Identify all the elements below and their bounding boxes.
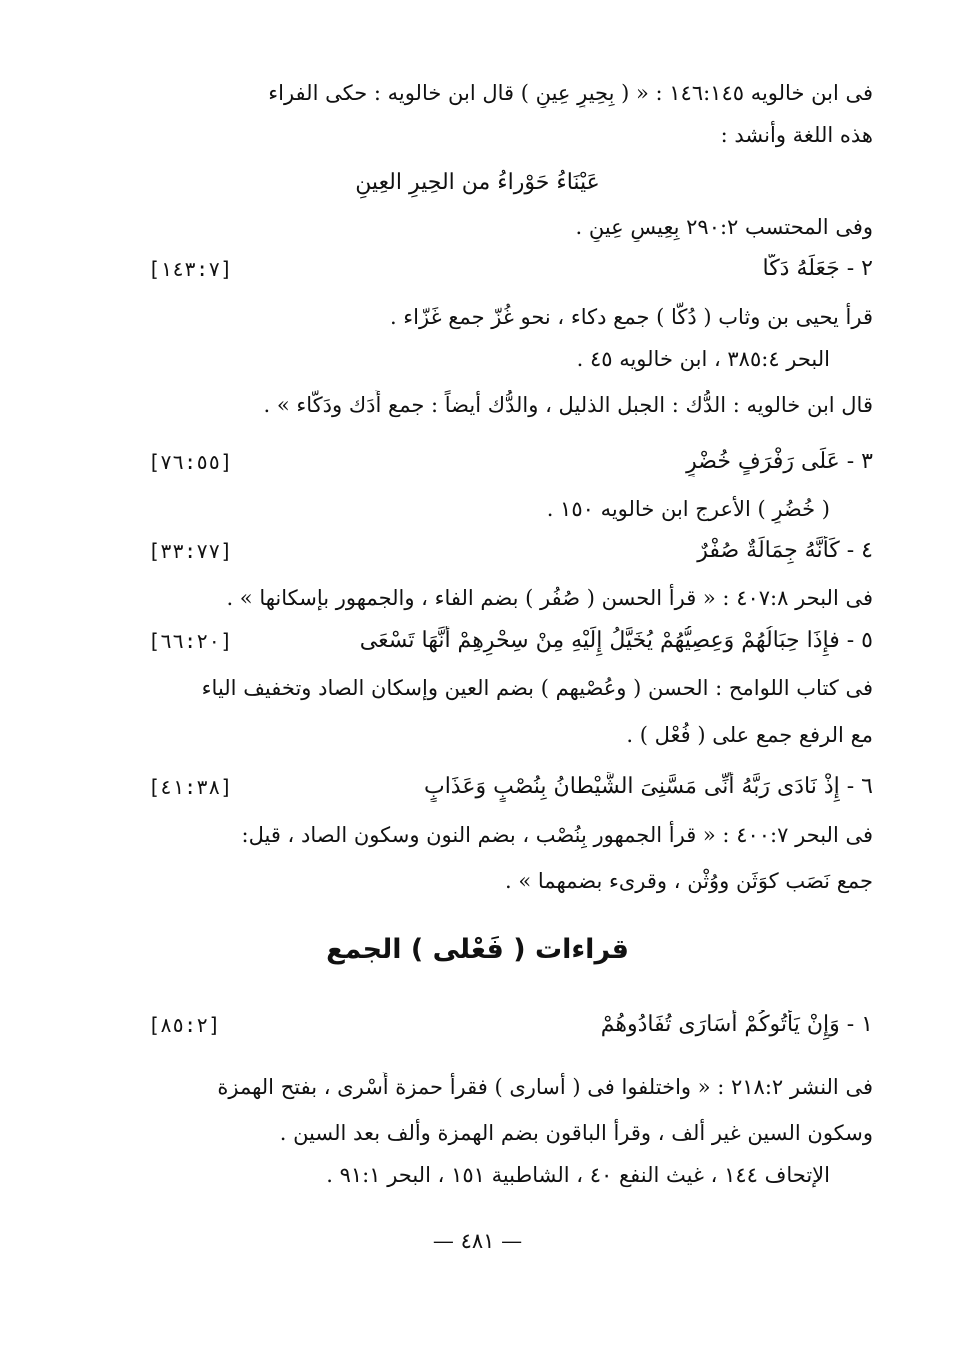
verse-reference: [٣٣:٧٧]	[148, 539, 233, 563]
verse-reference: [١٤٣:٧]	[148, 257, 233, 281]
text-line: فى البحر ٤٠٧:٨ : « قرأ الحسن ( صُفُر ) بضم الفاء ، والجمهور بإسكانها » .	[226, 586, 873, 610]
text-line: قرأ يحيى بن وثاب ( دُكًّا ) جمع دكاء ، نحو غُزّ جمع غَزّاء .	[389, 305, 873, 329]
text-line: وفى المحتسب ٢٩٠:٢ بِعِيسٍ عِينٍ .	[575, 215, 873, 239]
quran-verse: ٣ - عَلَى رَفْرَفٍ خُضْرٍ	[686, 449, 873, 474]
text-line: مع الرفع جمع على ( فُعْل ) .	[626, 723, 873, 747]
text-line: فى كتاب اللوامح : الحسن ( وعُصْيهم ) بضم العين وإسكان الصاد وتخفيف الياء	[201, 676, 873, 700]
text-line: فى ابن خالويه ١٤٦:١٤٥ : « ( بِحِيرٍ عِينٍ ) قال ابن خالويه : حكى الفراء	[268, 81, 873, 105]
quran-verse: ١ - وَإِنْ يَأْتُوكُمْ أُسَارَى تُفَادُوهُمْ	[600, 1012, 873, 1037]
poem-verse: عَيْنَاءُ حَوْراءُ من الحِيرِ العِينِ	[355, 170, 600, 195]
quran-verse: ٥ - فإِذَا حِبَالُهُمْ وَعِصِيُّهُمْ يُخَيَّلُ إِلَيْهِ مِنْ سِحْرِهِمْ أَنَّهَا تَسْعَى	[359, 628, 873, 653]
verse-reference: [٨٥:٢]	[148, 1013, 221, 1037]
quran-verse: ٢ - جَعَلَهُ دَكًّا	[762, 256, 873, 281]
quran-verse: ٦ - إِذْ نَادَى رَبَّهُ أَنِّى مَسَّنِىَ الشَّيْطانُ بِنُصْبٍ وَعَذَابٍ	[423, 774, 873, 799]
text-line: فى البحر ٤٠٠:٧ : « قرأ الجمهور بِنُصْب ، بضم النون وسكون الصاد ، قيل:	[241, 823, 873, 847]
text-line: ( خُضُرٍ ) الأعرج ابن خالويه ١٥٠ .	[546, 497, 830, 521]
text-line: جمع نَصَب كوَثَن ووُثْن ، وقرىء بضمهما » .	[505, 869, 873, 893]
text-line: وسكون السين غير ألف ، وقرأ الباقون بضم الهمزة وألف بعد السين .	[279, 1121, 873, 1145]
verse-reference: [٤١:٣٨]	[148, 775, 233, 799]
text-line: فى النشر ٢١٨:٢ : « واختلفوا فى ( أسارى ) فقرأ حمزة أَسْرى ، بفتح الهمزة	[217, 1075, 873, 1099]
text-line: البحر ٣٨٥:٤ ، ابن خالويه ٤٥ .	[576, 347, 830, 371]
verse-reference: [٧٦:٥٥]	[148, 450, 233, 474]
text-line: قال ابن خالويه : الدُّك : الجبل الذليل ، والدُّك أيضاً : جمع أَدَك ودَكّاء » .	[263, 393, 873, 417]
text-line: هذه اللغة وأنشد :	[720, 123, 873, 147]
verse-reference: [٦٦:٢٠]	[148, 629, 233, 653]
text-line: الإتحاف ١٤٤ ، غيث النفع ٤٠ ، الشاطبية ١٥١ ، البحر ٩١:١ .	[326, 1163, 830, 1187]
quran-verse: ٤ - كَأَنَّهُ جِمَالَةٌ صُفْرٌ	[697, 538, 873, 563]
page-number: — ٤٨١ —	[432, 1229, 523, 1253]
section-heading: قراءات ( فَعْلى ) الجمع	[326, 934, 629, 965]
